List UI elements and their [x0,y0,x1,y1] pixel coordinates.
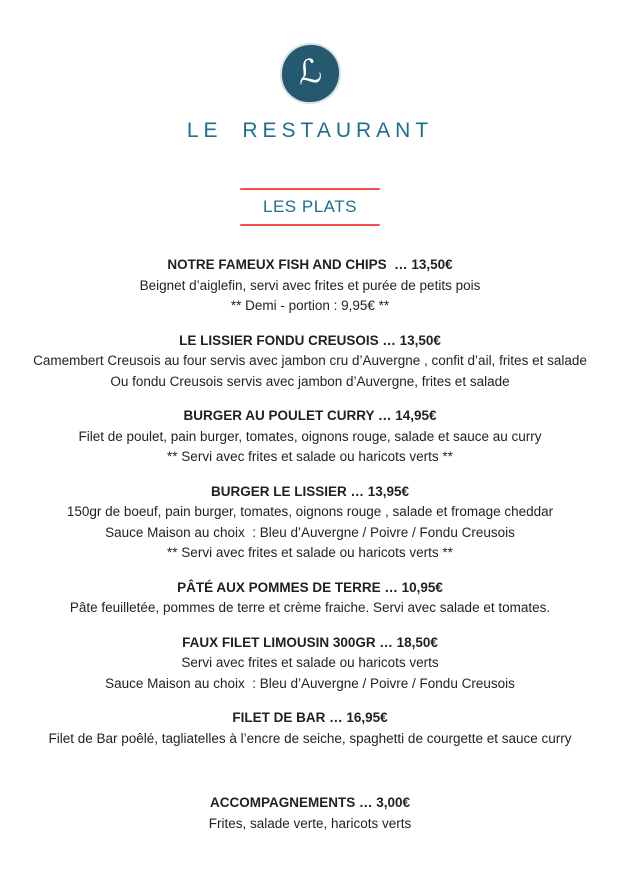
item-description-line: Pâte feuilletée, pommes de terre et crème fraiche. Servi avec salade et tomates. [69,600,551,615]
item-description-line: ** Servi avec frites et salade ou haricots verts ** [167,545,453,560]
item-description-line: ** Demi - portion : 9,95€ ** [230,298,390,313]
restaurant-title: LE RESTAURANT [186,119,434,142]
item-title: BURGER AU POULET CURRY … 14,95€ [183,408,437,423]
item-title: ACCOMPAGNEMENTS … 3,00€ [209,795,411,810]
section-divider-top [240,188,380,190]
item-description-line: Ou fondu Creusois servis avec jambon d’Auvergne, frites et salade [110,373,510,389]
section-header [0,188,620,226]
restaurant-logo [282,45,339,102]
menu-item-pate-pommes-de-terre [4,578,616,619]
menu-list [0,255,620,834]
item-title: LE LISSIER FONDU CREUSOIS … 13,50€ [179,332,441,348]
item-description-line: ** Servi avec frites et salade ou haricots verts ** [167,449,453,464]
section-divider-bottom [240,224,380,226]
menu-item-burger-le-lissier [4,482,616,564]
item-description-line: Sauce Maison au choix : Bleu d’Auvergne / Poivre / Fondu Creusois [105,524,515,540]
section-title: LES PLATS [263,197,357,216]
menu-item-fish-and-chips [4,255,616,317]
menu-item-accompagnements [4,793,616,834]
menu-item-faux-filet-limousin [4,633,616,695]
menu-item-burger-poulet-curry [4,406,616,468]
item-title: PÂTÉ AUX POMMES DE TERRE … 10,95€ [177,579,443,595]
menu-item-filet-de-bar [4,708,616,749]
item-description-line: Frites, salade verte, haricots verts [208,815,412,831]
item-title: BURGER LE LISSIER … 13,95€ [210,483,410,499]
item-description-line: Sauce Maison au choix : Bleu d’Auvergne / Poivre / Fondu Creusois [105,675,515,691]
item-description-line: Filet de Bar poêlé, tagliatelles à l’encre de seiche, spaghetti de courgette et sauce curry [48,730,572,746]
logo-monogram-icon: ℒ [295,50,325,93]
item-title: FILET DE BAR … 16,95€ [232,710,388,725]
item-title: NOTRE FAMEUX FISH AND CHIPS … 13,50€ [167,257,453,272]
item-description-line: Beignet d’aiglefin, servi avec frites et purée de petits pois [139,277,481,293]
item-description-line: 150gr de boeuf, pain burger, tomates, oignons rouge , salade et fromage cheddar [66,504,554,519]
item-description-line: Filet de poulet, pain burger, tomates, oignons rouge, salade et sauce au curry [78,428,542,444]
menu-item-fondu-creusois [4,331,616,393]
item-title: FAUX FILET LIMOUSIN 300GR … 18,50€ [182,634,438,650]
item-description-line: Servi avec frites et salade ou haricots verts [181,655,439,670]
item-description-line: Camembert Creusois au four servis avec jambon cru d’Auvergne , confit d’ail, frites et salade [33,353,587,368]
